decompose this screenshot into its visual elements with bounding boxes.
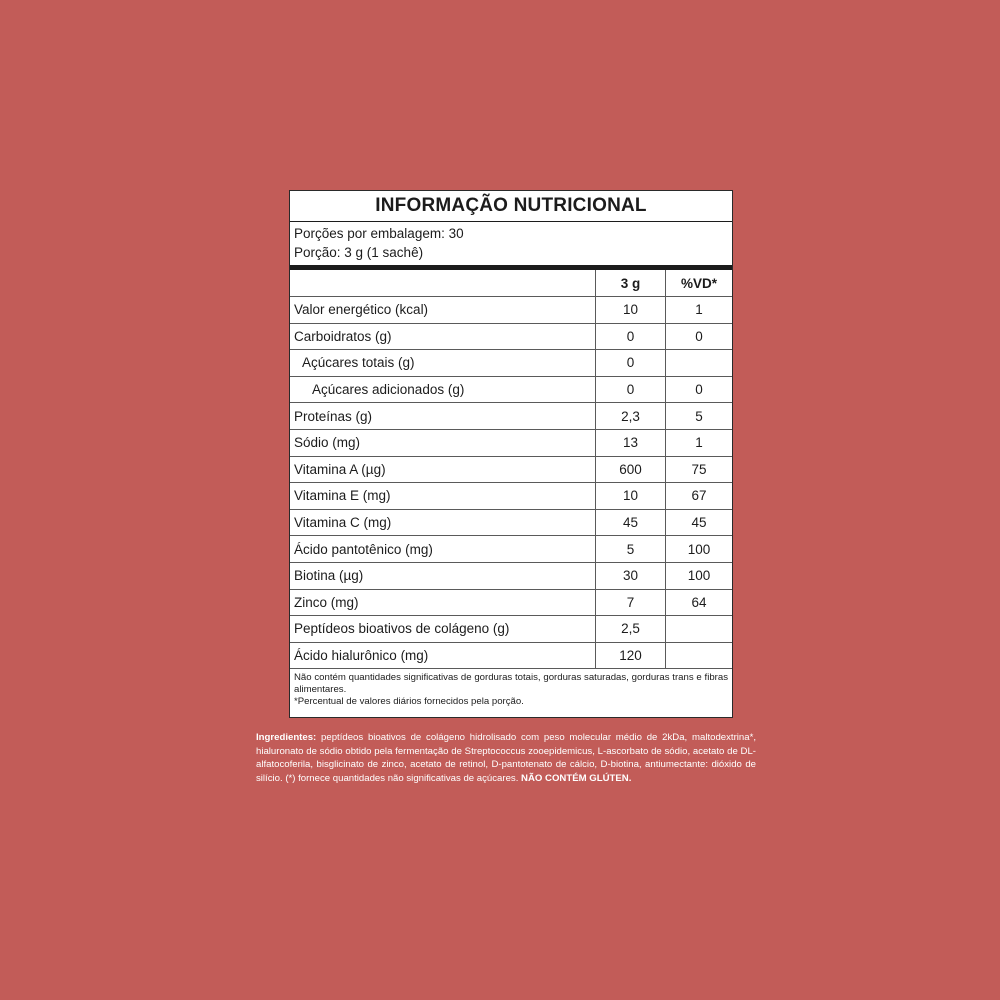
nutrient-name: Proteínas (g) bbox=[290, 403, 596, 430]
table-row bbox=[290, 562, 732, 589]
nutrient-dv: 75 bbox=[666, 456, 733, 483]
nutrient-name: Ácido hialurônico (mg) bbox=[290, 642, 596, 669]
nutrient-amount: 5 bbox=[596, 536, 666, 563]
table-row bbox=[290, 509, 732, 536]
nutrient-amount: 45 bbox=[596, 509, 666, 536]
ingredients-text bbox=[256, 731, 756, 785]
nutrient-dv bbox=[666, 642, 733, 669]
nutrient-name: Vitamina C (mg) bbox=[290, 509, 596, 536]
nutrient-name: Ácido pantotênico (mg) bbox=[290, 536, 596, 563]
nutrient-amount: 600 bbox=[596, 456, 666, 483]
footnote-daily-values: *Percentual de valores diários fornecidos pela porção. bbox=[294, 696, 524, 708]
nutrient-amount: 7 bbox=[596, 589, 666, 616]
nutrient-amount: 2,5 bbox=[596, 616, 666, 643]
nutrient-dv: 45 bbox=[666, 509, 733, 536]
label-title: INFORMAÇÃO NUTRICIONAL bbox=[290, 191, 732, 222]
table-row bbox=[290, 483, 732, 510]
nutrient-amount: 10 bbox=[596, 483, 666, 510]
header-col1 bbox=[290, 270, 596, 297]
nutrient-dv: 100 bbox=[666, 562, 733, 589]
nutrient-name: Zinco (mg) bbox=[290, 589, 596, 616]
table-row bbox=[290, 642, 732, 669]
nutrient-amount: 120 bbox=[596, 642, 666, 669]
nutrient-dv: 67 bbox=[666, 483, 733, 510]
nutrient-name: Açúcares totais (g) bbox=[290, 350, 596, 377]
nutrient-amount: 0 bbox=[596, 350, 666, 377]
table-row bbox=[290, 589, 732, 616]
header-dv: %VD* bbox=[666, 270, 733, 297]
header-amount: 3 g bbox=[596, 270, 666, 297]
nutrient-name: Carboidratos (g) bbox=[290, 323, 596, 350]
nutrient-amount: 30 bbox=[596, 562, 666, 589]
nutrient-name: Sódio (mg) bbox=[290, 429, 596, 456]
table-row bbox=[290, 403, 732, 430]
nutrient-dv: 64 bbox=[666, 589, 733, 616]
footnote-not-significant: Não contém quantidades significativas de gorduras totais, gorduras saturadas, gorduras trans e fibras alimentares. bbox=[294, 672, 728, 696]
nutrient-amount: 2,3 bbox=[596, 403, 666, 430]
nutrient-dv: 1 bbox=[666, 297, 733, 324]
nutrient-dv: 100 bbox=[666, 536, 733, 563]
nutrient-dv: 0 bbox=[666, 376, 733, 403]
ingredients-list: peptídeos bioativos de colágeno hidrolisado com peso molecular médio de 2kDa, maltodextrina*, hialuronato de sódio obtido pela fermentação de Streptococcus zooepidemicus, L-ascorbato de sódio, acetato de DL-alfatocoferila, bisglicinato de zinco, acetato de retinol, D-pantotenato de cálcio, D-biotina, antiumectante: dióxido de silício. (*) fornece quantidades não significativas de açúcares. bbox=[256, 732, 756, 784]
table-row bbox=[290, 616, 732, 643]
nutrient-dv bbox=[666, 616, 733, 643]
table-row bbox=[290, 323, 732, 350]
nutrient-name: Vitamina A (µg) bbox=[290, 456, 596, 483]
label-footnotes bbox=[290, 669, 732, 711]
nutrient-amount: 13 bbox=[596, 429, 666, 456]
table-row bbox=[290, 536, 732, 563]
nutrient-name: Peptídeos bioativos de colágeno (g) bbox=[290, 616, 596, 643]
table-header-row bbox=[290, 270, 732, 297]
table-row bbox=[290, 456, 732, 483]
table-row bbox=[290, 376, 732, 403]
nutrient-amount: 10 bbox=[596, 297, 666, 324]
nutrient-dv bbox=[666, 350, 733, 377]
serving-size: Porção: 3 g (1 sachê) bbox=[294, 245, 424, 260]
nutrient-name: Vitamina E (mg) bbox=[290, 483, 596, 510]
nutrient-name: Açúcares adicionados (g) bbox=[290, 376, 596, 403]
nutrition-table bbox=[290, 270, 732, 669]
nutrient-amount: 0 bbox=[596, 323, 666, 350]
nutrient-name: Biotina (µg) bbox=[290, 562, 596, 589]
table-row bbox=[290, 350, 732, 377]
ingredients-heading: Ingredientes: bbox=[256, 732, 317, 743]
nutrient-dv: 1 bbox=[666, 429, 733, 456]
nutrient-amount: 0 bbox=[596, 376, 666, 403]
gluten-statement: NÃO CONTÉM GLÚTEN. bbox=[521, 772, 632, 784]
nutrient-name: Valor energético (kcal) bbox=[290, 297, 596, 324]
serving-info bbox=[290, 222, 732, 262]
nutrient-dv: 0 bbox=[666, 323, 733, 350]
nutrition-facts-label bbox=[289, 190, 733, 718]
servings-per-pack: Porções por embalagem: 30 bbox=[294, 226, 464, 241]
table-row bbox=[290, 429, 732, 456]
table-row bbox=[290, 297, 732, 324]
nutrient-dv: 5 bbox=[666, 403, 733, 430]
